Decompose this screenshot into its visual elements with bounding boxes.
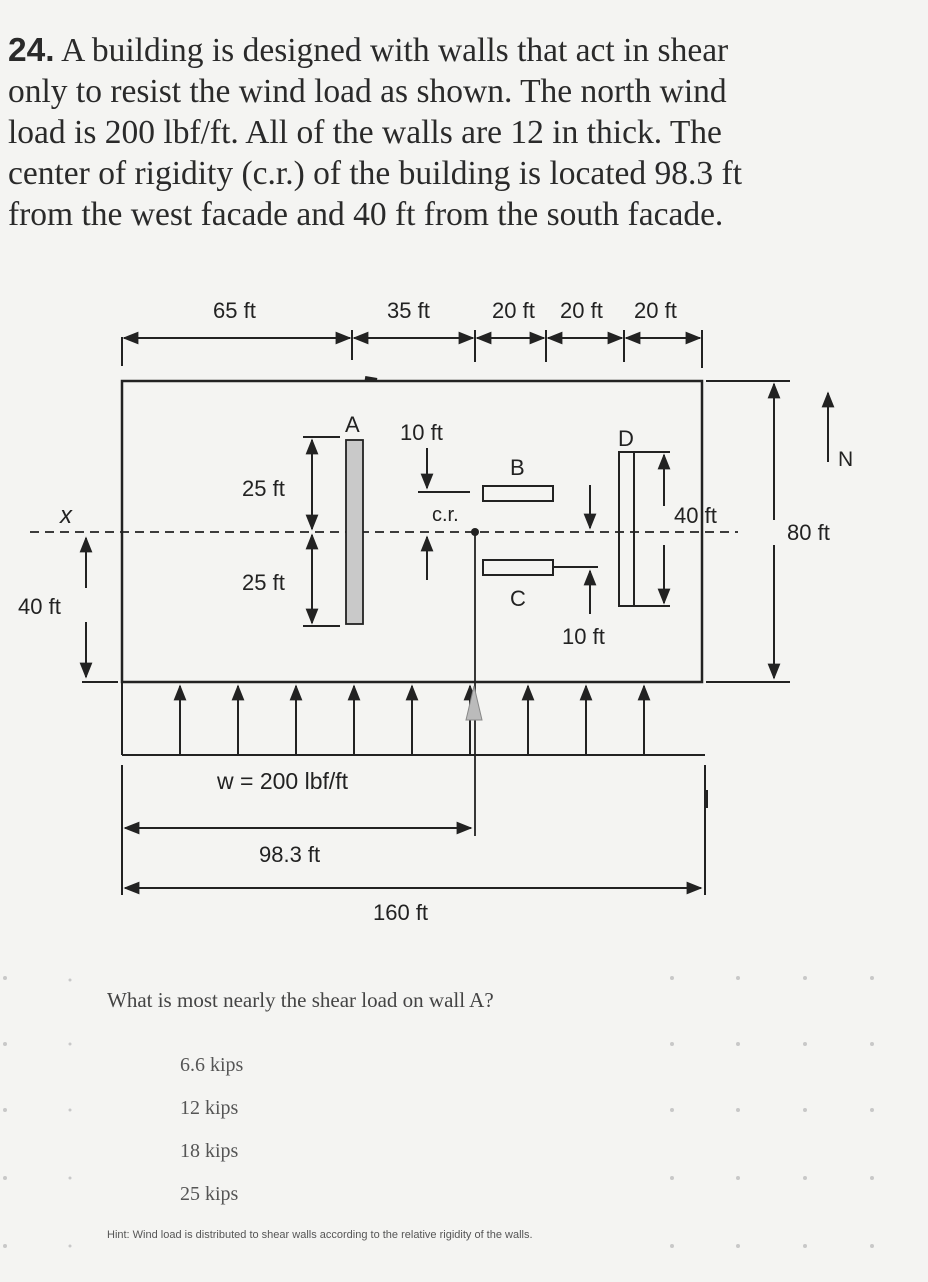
label-wall-a: A (345, 412, 360, 437)
problem-number: 24. (8, 32, 55, 69)
label-80ft: 80 ft (787, 520, 830, 545)
tick-mark (365, 378, 377, 380)
choice-2[interactable]: 12 kips (180, 1097, 239, 1119)
wind-load-arrows (122, 682, 705, 755)
label-wall-d: D (618, 426, 634, 451)
problem-line-3: load is 200 lbf/ft. All of the walls are 12 in thick. The (8, 114, 722, 151)
problem-line-2: only to resist the wind load as shown. The north wind (8, 73, 727, 110)
dimension-10ft-bottom (553, 485, 598, 614)
label-10ft-bottom: 10 ft (562, 624, 605, 649)
choice-3[interactable]: 18 kips (180, 1140, 239, 1162)
label-cr: c.r. (432, 504, 459, 526)
problem-line-4: center of rigidity (c.r.) of the building is located 98.3 ft (8, 155, 743, 192)
wall-c (483, 560, 553, 575)
label-40ft-left: 40 ft (18, 594, 61, 619)
label-20ft-1: 20 ft (492, 298, 535, 323)
label-25ft-bottom: 25 ft (242, 570, 285, 595)
label-wind-load: w = 200 lbf/ft (217, 768, 349, 794)
wall-b (483, 486, 553, 501)
cr-point (471, 528, 479, 536)
label-wall-b: B (510, 455, 525, 480)
answer-choices (180, 1054, 243, 1226)
label-40ft-wall-d: 40 ft (674, 503, 717, 528)
label-25ft-top: 25 ft (242, 476, 285, 501)
wall-d (619, 452, 634, 606)
problem-statement (8, 30, 888, 235)
label-north: N (838, 448, 854, 471)
label-20ft-3: 20 ft (634, 298, 677, 323)
dimension-80ft (706, 381, 790, 682)
label-wall-c: C (510, 586, 526, 611)
label-35ft: 35 ft (387, 298, 430, 323)
label-98ft: 98.3 ft (259, 842, 321, 867)
label-160ft: 160 ft (373, 900, 429, 925)
wall-a (346, 440, 363, 624)
choice-4[interactable]: 25 kips (180, 1183, 239, 1205)
label-20ft-2: 20 ft (560, 298, 603, 323)
building-plan-diagram (0, 270, 928, 940)
label-x-axis: x (60, 502, 72, 529)
label-65ft: 65 ft (213, 298, 256, 323)
problem-line-5: from the west facade and 40 ft from the south facade. (8, 196, 724, 233)
choice-1[interactable]: 6.6 kips (180, 1054, 244, 1076)
problem-line-1: 24. A building is designed with walls that act in shear (8, 32, 729, 69)
dimension-40ft-wall-d (634, 452, 670, 606)
dimension-40ft-left (82, 538, 118, 682)
top-dimension-line (122, 330, 702, 368)
dimension-160ft (125, 765, 706, 895)
hint-text: Hint: Wind load is distributed to shear walls according to the relative rigidity of the walls. (107, 1229, 533, 1241)
resultant-arrow (466, 686, 482, 720)
label-10ft-top: 10 ft (400, 420, 443, 445)
question-text: What is most nearly the shear load on wall A? (107, 988, 494, 1012)
